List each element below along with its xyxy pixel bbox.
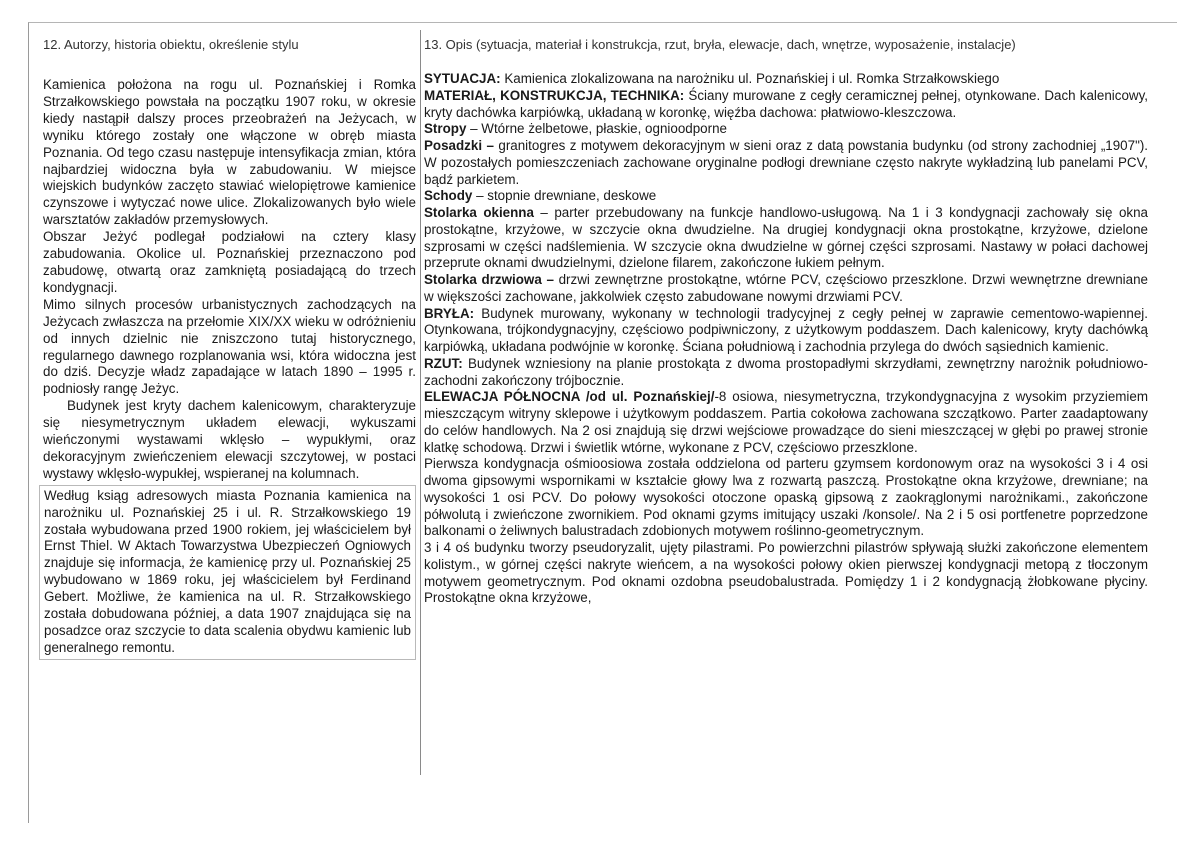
item-label: Stolarka drzwiowa –: [424, 272, 554, 287]
item-label: Stropy: [424, 121, 467, 137]
history-paragraph: Mimo silnych procesów urbanistycznych zachodzących na Jeżycach zwłaszcza na przełomie XIX/XX wieku w odróżnieniu od innych dzielnic nie zniszczono tutaj historycznego, regularnego dawnego rozplanowania wsi, która widoczna jest do dziś. Decyzje władz zapadające w latach 1890 – 1995 r. podniosły rangę Jeżyc.: [43, 296, 416, 397]
description-item: [424, 71, 1148, 88]
history-paragraph: Obszar Jeżyć podlegał podziałowi na cztery klasy zabudowania. Okolice ul. Poznańskiej przeznaczono pod zabudowę, otwartą oraz zamkniętą posiadającą do trzech kondygnacji.: [43, 229, 416, 295]
address-books-paragraph: Według ksiąg adresowych miasta Poznania kamienica na narożniku ul. Poznańskiej 25 i ul. R. Strzałkowskiego 19 została wybudowana przed 1900 rokiem, jej właścicielem był Ernst Thiel. W Aktach Towarzystwa Ubezpieczeń Ogniowych znajduje się informacja, że kamienicę przy ul. Poznańskiej 25 wybudowano w 1869 roku, jej właścicielem był Ferdinand Gebert. Możliwe, że kamienica na ul. R. Strzałkowskiego została dobudowana później, a data 1907 znajdująca się na posadzce oraz szczycie to data scalenia obydwu kamienic lub generalnego remontu.: [39, 485, 416, 660]
description-item: [424, 205, 1148, 272]
item-text: Budynek murowany, wykonany w technologii tradycyjnej z cegły pełnej w zaprawie cementowo-wapiennej. Otynkowana, trójkondygnacyjny, częściowo podpiwniczony, z użytkowym poddaszem. Dach kalenicowy, kryty dachówką karpiówką, układana podwójnie w koronkę. Ściana południową i zachodnia przylega do dwóch sąsiednich kamienic.: [424, 305, 1148, 354]
description-item: [424, 540, 1148, 607]
description-item: [424, 138, 1148, 188]
column-divider: [420, 30, 421, 775]
style-paragraph: Budynek jest kryty dachem kalenicowym, charakteryzuje się niesymetrycznym układem elewacji, wykuszami wieńczonymi wystawami wklęsło – wypukłymi, oraz dekoracyjnym zwieńczeniem elewacji szczytowej, w postaci wystawy wklęsło-wypukłej, wspieranej na kolumnach.: [43, 398, 416, 481]
section-13-title: 13. Opis (sytuacja, materiał i konstrukcja, rzut, bryła, elewacje, dach, wnętrze, wyposażenie, instalacje): [424, 37, 1016, 52]
item-label: MATERIAŁ, KONSTRUKCJA, TECHNIKA:: [424, 87, 685, 103]
description-item: [424, 272, 1148, 306]
left-column-history: [43, 36, 416, 660]
item-text: drzwi zewnętrzne prostokątne, wtórne PCV, częściowo przeszklone. Drzwi wewnętrzne drewniane w większości zachowane, jakkolwiek często zabudowane nowymi drzwiami PCV.: [424, 272, 1148, 304]
item-text: granitogres z motywem dekoracyjnym w sieni oraz z datą powstania budynku (od strony zachodniej „1907"). W pozostałych pomieszczeniach zachowane oryginalne podłogi drewniane często nakryte wykładziną lub panelami PCV, bądź parkietem.: [424, 138, 1148, 187]
item-label: Stolarka okienna: [424, 205, 534, 220]
item-label: ELEWACJA PÓŁNOCNA /od ul. Poznańskiej/: [424, 389, 715, 405]
item-text: 3 i 4 oś budynku tworzy pseudoryzalit, ujęty pilastrami. Po powierzchni pilastrów spływają służki zakończone elementem kolistym., w górnej części nakryte wieńcem, a na wysokości połowy okien pierwszej kondygnacji metopą z tłoczonym motywem geometrycznym. Pod oknami ozdobna pseudobalustrada. Pomiędzy 1 i 2 kondygnacją żłobkowane płyciny. Prostokątne okna krzyżowe,: [424, 540, 1148, 606]
history-paragraph: Kamienica położona na rogu ul. Poznańskiej i Romka Strzałkowskiego powstała na początku 1907 roku, w okresie kiedy nastąpił dalszy proces przeobrażeń na Jeżycach, w wyniku którego zostały one włączone w obręb miasta Poznania. Od tego czasu następuje intensyfikacja zmian, która najbardziej widoczna była w zabudowaniu. W miejsce wiejskich budynków zaczęto stawiać wielopiętrowe kamienice czynszowe i wytyczać nowe ulice. Zlokalizowanych było wiele warsztatów zakładów przemysłowych.: [43, 77, 416, 228]
section-12-title: 12. Autorzy, historia obiektu, określenie stylu: [43, 37, 299, 52]
description-item: [424, 188, 1148, 205]
item-text: Pierwsza kondygnacja ośmioosiowa została oddzielona od parteru gzymsem kordonowym oraz na wysokości 3 i 4 osi dwoma gipsowymi wspornikami w kształcie głowy lwa z rozwartą paszczą. Prostokątne okna krzyżowe, drewniane; na wysokości 1 osi PCV. Do połowy wysokości otoczone opaską gipsową z zaokrąglonymi narożnikami., zakończone półwolutą i zwieńczone zwornikiem. Pod oknami gzyms imitujący uszaki /konsole/. Na 2 i 5 osi portfenetre poprzedzone balkonami o żeliwnych balustradach zdobionych motywem roślinno-geometrycznym.: [424, 456, 1148, 539]
item-text: – stopnie drewniane, deskowe: [472, 188, 657, 204]
item-label: SYTUACJA:: [424, 71, 501, 86]
item-text: – parter przebudowany na funkcje handlowo-usługową. Na 1 i 3 kondygnacji zachowały się okna prostokątne, krzyżowe, w szczycie okna dwudzielne. Na drugiej kondygnacji okna prostokątne, krzyżowe, dzielone szprosami w części nadślemienia. W szczycie okna dwudzielne w górnej części szprosami. Nastawy w połaci dachowej przeprute oknami dwudzielnymi, dzielone filarem, zakończone łukiem pełnym.: [424, 205, 1148, 271]
description-item: [424, 389, 1148, 456]
item-label: Schody: [424, 188, 473, 204]
item-text: Ściany murowane z cegły ceramicznej pełnej, otynkowane. Dach kalenicowy, kryty dachówka karpiówką, układaną w koronkę, więźba dachowa: płatwiowo-kleszczowa.: [424, 87, 1148, 120]
item-label: RZUT:: [424, 355, 463, 371]
item-text: Kamienica zlokalizowana na narożniku ul. Poznańskiej i ul. Romka Strzałkowskiego: [500, 71, 1000, 86]
description-item: [424, 356, 1148, 390]
description-item: [424, 88, 1148, 122]
item-label: BRYŁA:: [424, 305, 475, 321]
description-item: [424, 306, 1148, 356]
item-text: -8 osiowa, niesymetryczna, trzykondygnacyjna z wysokim przyziemiem mieszczącym witryny sklepowe i użytkowym poddaszem. Partia cokołowa zachowana szczątkowo. Parter zaadaptowany do celów handlowych. Na 2 osi znajdują się drzwi wejściowe prowadzące do sieni mieszczącej w głębi po prawej stronie klatkę schodową. Drzwi i świetlik wtórne, wykonane z PCV, częściowo przeszklone.: [424, 389, 1148, 455]
item-text: – Wtórne żelbetowe, płaskie, ognioodporne: [466, 121, 727, 137]
item-text: Budynek wzniesiony na planie prostokąta z dwoma prostopadłymi skrzydłami, zewnętrzny narożnik południowo-zachodni zakończony trójbocznie.: [424, 355, 1148, 388]
item-label: Posadzki –: [424, 138, 494, 153]
description-item: [424, 121, 1148, 138]
description-item: [424, 456, 1148, 540]
right-column-description: [424, 36, 1148, 607]
